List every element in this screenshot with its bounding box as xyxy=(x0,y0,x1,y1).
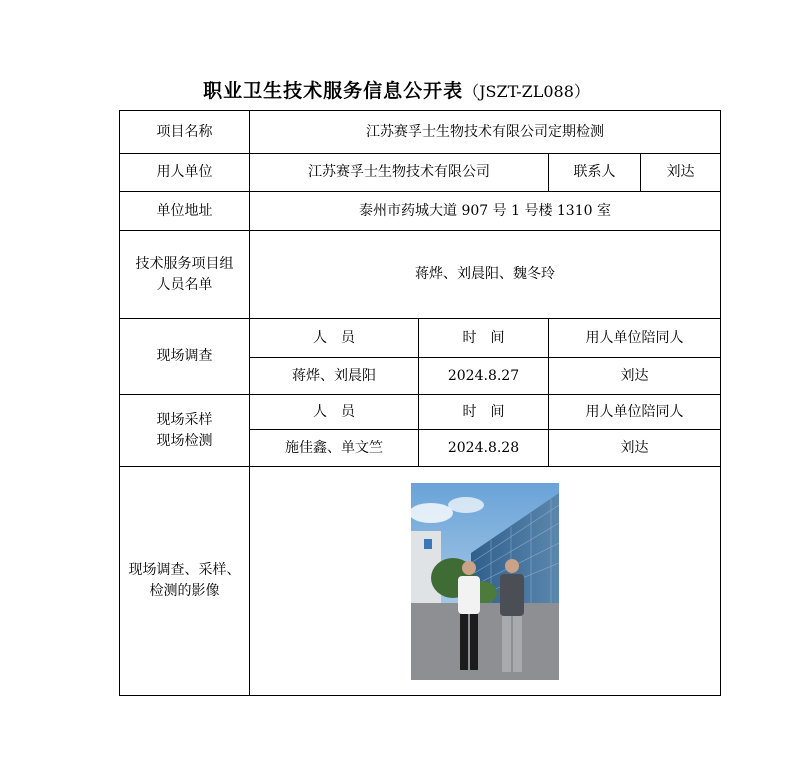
document-title xyxy=(0,76,793,103)
survey-time: 2024.8.27 xyxy=(419,358,549,395)
employer-label: 用人单位 xyxy=(120,154,250,192)
site-photo xyxy=(411,483,559,680)
row-project-name xyxy=(120,111,721,154)
row-team xyxy=(120,231,721,319)
photo-cell xyxy=(250,467,721,696)
team-label-line1: 技术服务项目组 xyxy=(135,255,234,272)
info-table xyxy=(119,110,721,696)
team-value: 蒋烨、刘晨阳、魏冬玲 xyxy=(250,231,721,319)
survey-col-time: 时 间 xyxy=(419,319,549,358)
sampling-label-line2: 现场检测 xyxy=(156,432,213,449)
sampling-label xyxy=(120,395,250,467)
sampling-col-time: 时 间 xyxy=(419,395,549,430)
sampling-col-companion: 用人单位陪同人 xyxy=(549,395,721,430)
row-sampling-header xyxy=(120,395,721,430)
photo-label-line2: 检测的影像 xyxy=(149,583,220,599)
document-code: （JSZT-ZL088） xyxy=(463,82,590,101)
employer-value: 江苏赛孚士生物技术有限公司 xyxy=(250,154,549,192)
survey-label: 现场调查 xyxy=(120,319,250,395)
project-name-label: 项目名称 xyxy=(120,111,250,154)
photo-cloud xyxy=(448,497,484,513)
photo-building-logo xyxy=(424,539,432,549)
sampling-col-personnel: 人 员 xyxy=(250,395,419,430)
address-label: 单位地址 xyxy=(120,192,250,231)
photo-label-line1: 现场调查、采样、 xyxy=(128,562,241,578)
address-value: 泰州市药城大道 907 号 1 号楼 1310 室 xyxy=(250,192,721,231)
sampling-companion: 刘达 xyxy=(549,430,721,467)
row-photo xyxy=(120,467,721,696)
title-text: 职业卫生技术服务信息公开表 xyxy=(203,80,464,102)
photo-pavement xyxy=(411,603,559,680)
sampling-personnel: 施佳鑫、单文竺 xyxy=(250,430,419,467)
sampling-label-line1: 现场采样 xyxy=(156,411,213,428)
team-label xyxy=(120,231,250,319)
project-name-value: 江苏赛孚士生物技术有限公司定期检测 xyxy=(250,111,721,154)
row-employer xyxy=(120,154,721,192)
contact-value: 刘达 xyxy=(641,154,721,192)
survey-col-personnel: 人 员 xyxy=(250,319,419,358)
survey-companion: 刘达 xyxy=(549,358,721,395)
sampling-time: 2024.8.28 xyxy=(419,430,549,467)
photo-cloud xyxy=(411,503,453,523)
team-label-line2: 人员名单 xyxy=(156,276,213,293)
survey-col-companion: 用人单位陪同人 xyxy=(549,319,721,358)
photo-label xyxy=(120,467,250,696)
row-address xyxy=(120,192,721,231)
row-survey-header xyxy=(120,319,721,358)
survey-personnel: 蒋烨、刘晨阳 xyxy=(250,358,419,395)
contact-label: 联系人 xyxy=(549,154,641,192)
